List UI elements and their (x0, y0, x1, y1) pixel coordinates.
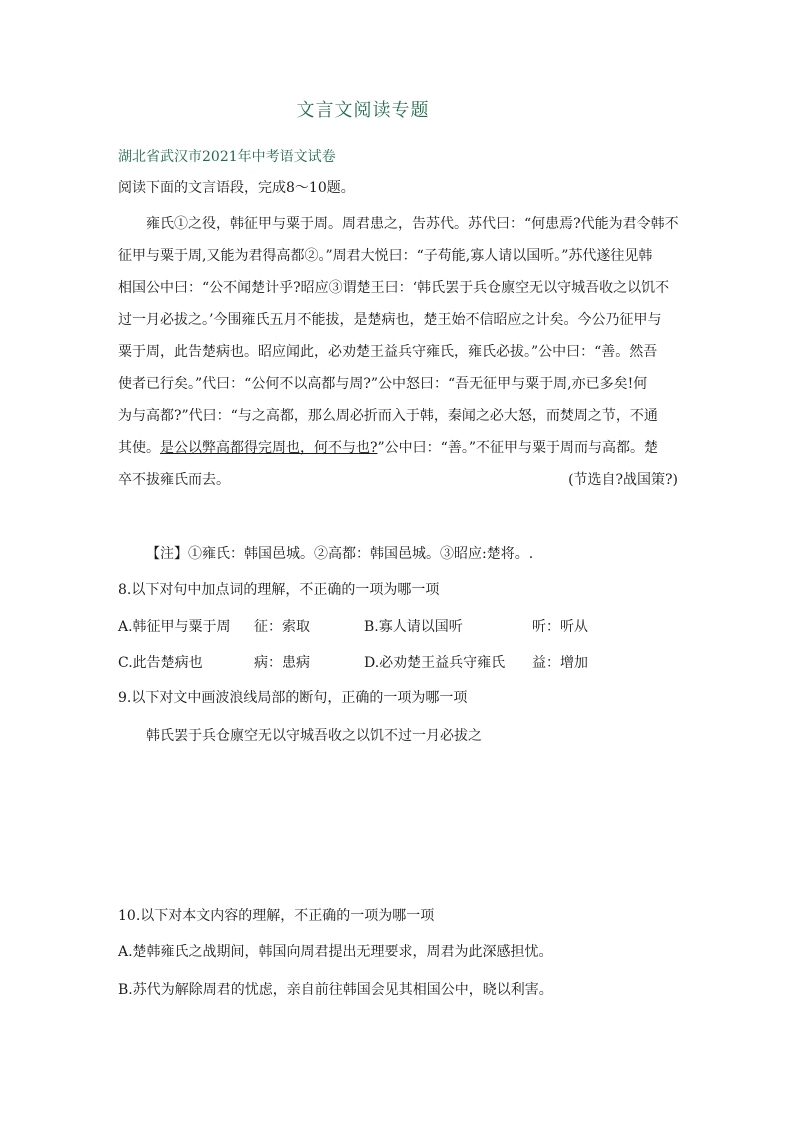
annotation-note: 【注】①雍氏：韩国邑城。②高都：韩国邑城。③昭应:楚将。. (146, 546, 534, 562)
question-8-stem: 8.以下对句中加点词的理解，不正确的一项为哪一项 (118, 582, 440, 598)
question-10-stem: 10.以下对本文内容的理解，不正确的一项为哪一项 (118, 908, 435, 924)
option-c-gloss: 病：患病 (254, 655, 310, 671)
passage-text: 其使。 (118, 440, 160, 456)
option-d-sentence: D.必劝楚王益兵守雍氏 (364, 655, 506, 671)
passage-text: ”公中曰：“善。”不征甲与粟于周而与高都。楚 (377, 440, 658, 456)
passage-line: 征甲与粟于周,又能为君得高都②。”周君大悦曰：“子苟能,寡人请以国听。”苏代遂往见韩 (118, 248, 653, 264)
passage-line: 为与高都?”代曰：“与之高都，那么周必折而入于韩，秦闻之必大怒，而焚周之节，不通 (118, 408, 658, 424)
passage-source: (节选自?战国策?) (568, 472, 678, 488)
passage-line: 使者已行矣。”代曰：“公何不以高都与周?”公中怒曰：“吾无征甲与粟于周,亦已多矣!何 (118, 376, 648, 392)
option-c-sentence: C.此告楚病也 (118, 655, 203, 671)
option-a-gloss: 征：索取 (254, 619, 310, 635)
underlined-sentence: 是公以弊高都得完周也，何不与也? (160, 440, 378, 456)
question-9-stem: 9.以下对文中画波浪线局部的断句，正确的一项为哪一项 (118, 690, 468, 706)
option-b-sentence: B.寡人请以国听 (364, 619, 463, 635)
passage-text: 卒不拔雍氏而去。 (118, 472, 230, 488)
option-d-gloss: 益：增加 (532, 655, 588, 671)
instruction-text: 阅读下面的文言语段，完成8～10题。 (118, 180, 355, 196)
question-10-option-b: B.苏代为解除周君的忧虑，亲自前往韩国会见其相国公中，晓以利害。 (118, 982, 553, 998)
page-title: 文言文阅读专题 (296, 100, 430, 121)
passage-line: 相国公中曰：“公不闻楚计乎?昭应③谓楚王曰：‘韩氏罢于兵仓廪空无以守城吾收之以饥不 (118, 280, 670, 296)
passage-line: 过一月必拔之。’今围雍氏五月不能拔，是楚病也，楚王始不信昭应之计矣。今公乃征甲与 (118, 312, 662, 328)
passage-line: 粟于周，此告楚病也。昭应闻此，必劝楚王益兵守雍氏，雍氏必拔。”公中曰：“善。然吾 (118, 344, 658, 360)
passage-line (118, 470, 678, 502)
question-10-option-a: A.楚韩雍氏之战期间，韩国向周君提出无理要求，周君为此深感担忧。 (118, 944, 553, 960)
option-b-gloss: 听：听从 (532, 619, 588, 635)
question-9-text: 韩氏罢于兵仓廪空无以守城吾收之以饥不过一月必拔之 (146, 728, 482, 744)
passage-line (118, 438, 678, 470)
source-label: 湖北省武汉市2021年中考语文试卷 (118, 149, 336, 165)
passage-line: 雍氏①之役，韩征甲与粟于周。周君患之，告苏代。苏代曰：“何患焉?代能为君令韩不 (146, 216, 679, 232)
passage (118, 214, 678, 502)
option-a-sentence: A.韩征甲与粟于周 (118, 619, 231, 635)
